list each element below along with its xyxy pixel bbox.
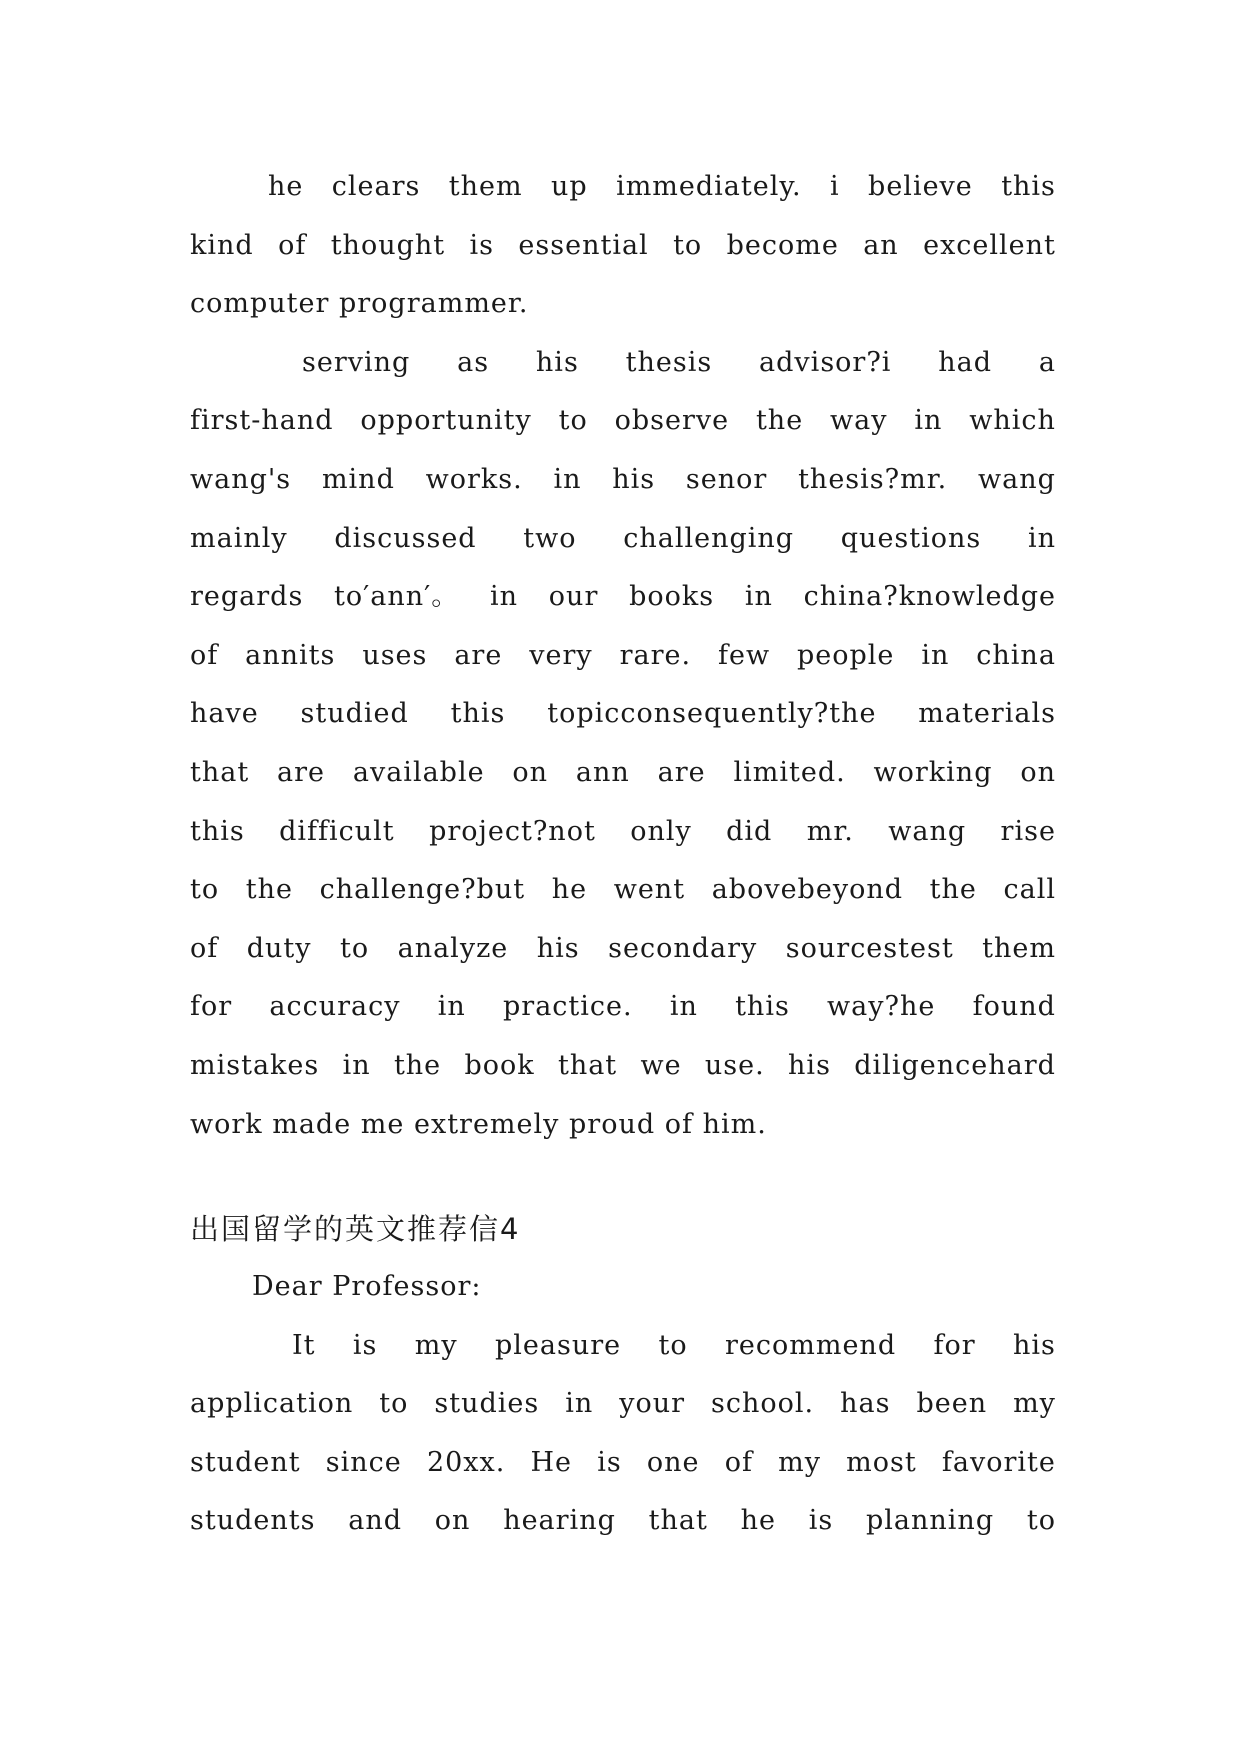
word: opportunity xyxy=(360,405,532,437)
word: an xyxy=(863,229,899,261)
word: in xyxy=(669,991,698,1023)
word: made xyxy=(272,1108,352,1140)
word: application xyxy=(190,1388,354,1420)
word: are xyxy=(657,756,706,788)
word: to xyxy=(379,1388,409,1420)
text-line xyxy=(190,510,1056,569)
word: to xyxy=(1026,1505,1056,1537)
text-line xyxy=(190,334,1056,393)
word: of xyxy=(190,639,219,671)
word: has xyxy=(840,1388,891,1420)
word: accuracy xyxy=(269,991,401,1023)
word: did xyxy=(726,815,773,847)
word: materials xyxy=(918,698,1056,730)
word: way?he xyxy=(827,991,936,1023)
word: of xyxy=(724,1446,753,1478)
word: proud xyxy=(569,1108,656,1140)
paragraph-thought xyxy=(190,158,1056,334)
word: way xyxy=(830,405,888,437)
word: him. xyxy=(702,1108,767,1140)
word: working xyxy=(873,756,993,788)
word: ann xyxy=(575,756,630,788)
section-heading: 出国留学的英文推荐信4 xyxy=(190,1212,521,1247)
word: uses xyxy=(362,639,428,671)
word: observe xyxy=(614,405,730,437)
word: mr. xyxy=(806,815,854,847)
word: secondary xyxy=(608,932,758,964)
word: them xyxy=(448,171,523,202)
word: diligencehard xyxy=(854,1049,1056,1081)
text-line xyxy=(190,217,1056,276)
word: our xyxy=(548,581,599,613)
text-line xyxy=(190,275,1056,334)
word: students xyxy=(190,1505,316,1537)
word: It xyxy=(292,1329,316,1361)
word: school. xyxy=(711,1388,815,1420)
word: that xyxy=(190,756,250,788)
word: we xyxy=(640,1049,682,1081)
word: are xyxy=(277,756,326,788)
word: my xyxy=(778,1446,821,1478)
word: the xyxy=(755,405,804,437)
text-line xyxy=(190,978,1056,1037)
word: only xyxy=(630,815,692,847)
word: up xyxy=(550,171,588,202)
word: on xyxy=(512,756,549,788)
word: since xyxy=(325,1446,402,1478)
word: works. xyxy=(425,463,523,495)
word: for xyxy=(190,991,233,1023)
word: his xyxy=(1013,1329,1056,1361)
word: the xyxy=(393,1049,442,1081)
word: in xyxy=(342,1049,371,1081)
paragraph-thesis-advisor xyxy=(190,334,1056,1154)
word: the xyxy=(245,874,293,906)
word: is xyxy=(808,1505,834,1537)
word: in xyxy=(1027,522,1056,554)
word: 20xx. xyxy=(426,1446,506,1478)
word: my xyxy=(1013,1388,1056,1420)
section-gap xyxy=(190,1154,1056,1200)
word: china?knowledge xyxy=(803,581,1056,613)
word: believe xyxy=(868,171,973,202)
word: of xyxy=(664,1108,693,1140)
word: is xyxy=(469,229,495,261)
word: two xyxy=(523,522,577,554)
word: duty xyxy=(246,932,312,964)
word: mind xyxy=(321,463,395,495)
word: practice. xyxy=(503,991,633,1023)
word: is xyxy=(352,1329,378,1361)
word: computer xyxy=(190,288,330,320)
text-line xyxy=(190,1492,1056,1551)
word: project?not xyxy=(429,815,596,847)
word: of xyxy=(190,932,219,964)
word: the xyxy=(929,874,977,906)
text-line xyxy=(190,568,1056,627)
word: rise xyxy=(1000,815,1056,847)
word: hearing xyxy=(503,1505,616,1537)
word: discussed xyxy=(334,522,477,554)
word: he xyxy=(551,874,588,906)
word: studied xyxy=(300,698,409,730)
word: on xyxy=(1020,756,1056,788)
paragraph-recommendation xyxy=(190,1317,1056,1551)
word: clears xyxy=(331,171,421,202)
text-line xyxy=(190,627,1056,686)
word: on xyxy=(434,1505,471,1537)
word: have xyxy=(190,698,259,730)
word: my xyxy=(414,1329,458,1361)
word: me xyxy=(360,1108,405,1140)
word: very xyxy=(529,639,593,671)
word: most xyxy=(846,1446,917,1478)
word: as xyxy=(457,346,490,378)
word: pleasure xyxy=(495,1329,622,1361)
word: this xyxy=(735,991,790,1023)
word: to xyxy=(340,932,370,964)
word: rare. xyxy=(619,639,692,671)
word: difficult xyxy=(279,815,395,847)
word: kind xyxy=(190,229,254,261)
word: in xyxy=(921,639,950,671)
word: to′ann′。 xyxy=(334,581,460,613)
word: found xyxy=(972,991,1056,1023)
word: few xyxy=(717,639,771,671)
word: favorite xyxy=(941,1446,1056,1478)
word: your xyxy=(619,1388,686,1420)
text-line xyxy=(190,685,1056,744)
word: books xyxy=(629,581,715,613)
word: he xyxy=(268,171,304,202)
word: i xyxy=(830,171,840,202)
word: senor xyxy=(685,463,768,495)
word: his xyxy=(536,932,580,964)
word: been xyxy=(916,1388,988,1420)
word: this xyxy=(450,698,506,730)
word: in xyxy=(490,581,519,613)
word: first-hand xyxy=(190,405,334,437)
word: are xyxy=(454,639,503,671)
word: book xyxy=(464,1049,535,1081)
word: abovebeyond xyxy=(711,874,903,906)
word: planning xyxy=(866,1505,995,1537)
word: recommend xyxy=(724,1329,897,1361)
word: He xyxy=(530,1446,573,1478)
word: that xyxy=(648,1505,708,1537)
word: in xyxy=(914,405,943,437)
word: wang's xyxy=(190,463,292,495)
word: questions xyxy=(840,522,982,554)
word: to xyxy=(190,874,220,906)
word: advisor?i xyxy=(759,346,892,378)
word: use. xyxy=(704,1049,765,1081)
word: extremely xyxy=(413,1108,560,1140)
text-line xyxy=(190,1434,1056,1493)
word: thesis xyxy=(625,346,713,378)
word: sourcestest xyxy=(785,932,954,964)
word: thesis?mr. xyxy=(798,463,948,495)
word: immediately. xyxy=(616,171,802,202)
word: china xyxy=(976,639,1056,671)
word: serving xyxy=(302,346,411,378)
word: went xyxy=(613,874,686,906)
word: call xyxy=(1003,874,1056,906)
word: annits xyxy=(245,639,336,671)
word: mainly xyxy=(190,522,288,554)
word: had xyxy=(938,346,993,378)
text-line xyxy=(190,1375,1056,1434)
word: this xyxy=(190,815,245,847)
word: them xyxy=(982,932,1056,964)
word: in xyxy=(565,1388,594,1420)
word: his xyxy=(535,346,579,378)
word: his xyxy=(612,463,656,495)
word: wang xyxy=(888,815,967,847)
text-line xyxy=(190,744,1056,803)
salutation: Dear Professor: xyxy=(252,1271,482,1303)
word: he xyxy=(740,1505,776,1537)
word: for xyxy=(933,1329,976,1361)
word: excellent xyxy=(923,229,1056,261)
text-line xyxy=(190,451,1056,510)
text-line xyxy=(190,803,1056,862)
text-line xyxy=(190,1317,1056,1376)
word: to xyxy=(673,229,703,261)
word: regards xyxy=(190,581,304,613)
word: this xyxy=(1001,171,1056,202)
text-line xyxy=(190,158,1056,217)
word: people xyxy=(796,639,895,671)
word: in xyxy=(744,581,773,613)
word: challenge?but xyxy=(319,874,526,906)
text-line xyxy=(190,861,1056,920)
word: his xyxy=(788,1049,831,1081)
word: student xyxy=(190,1446,301,1478)
word: to xyxy=(558,405,588,437)
word: in xyxy=(437,991,466,1023)
document-page xyxy=(190,158,1056,1551)
word: that xyxy=(557,1049,618,1081)
word: in xyxy=(553,463,582,495)
text-line xyxy=(190,392,1056,451)
word: wang xyxy=(978,463,1056,495)
word: mistakes xyxy=(190,1049,320,1081)
word: work xyxy=(190,1108,263,1140)
text-line xyxy=(190,1037,1056,1096)
word: which xyxy=(969,405,1056,437)
word: a xyxy=(1038,346,1056,378)
word: and xyxy=(348,1505,402,1537)
text-line xyxy=(190,920,1056,979)
word: analyze xyxy=(397,932,509,964)
word: topicconsequently?the xyxy=(547,698,877,730)
word: thought xyxy=(330,229,446,261)
word: available xyxy=(352,756,485,788)
word: become xyxy=(726,229,839,261)
word: programmer. xyxy=(338,288,529,320)
word: is xyxy=(597,1446,622,1478)
word: limited. xyxy=(733,756,846,788)
word: one xyxy=(646,1446,700,1478)
text-line xyxy=(190,1096,1056,1155)
word: essential xyxy=(518,229,649,261)
word: challenging xyxy=(623,522,795,554)
word: to xyxy=(658,1329,688,1361)
word: of xyxy=(278,229,307,261)
word: studies xyxy=(434,1388,540,1420)
